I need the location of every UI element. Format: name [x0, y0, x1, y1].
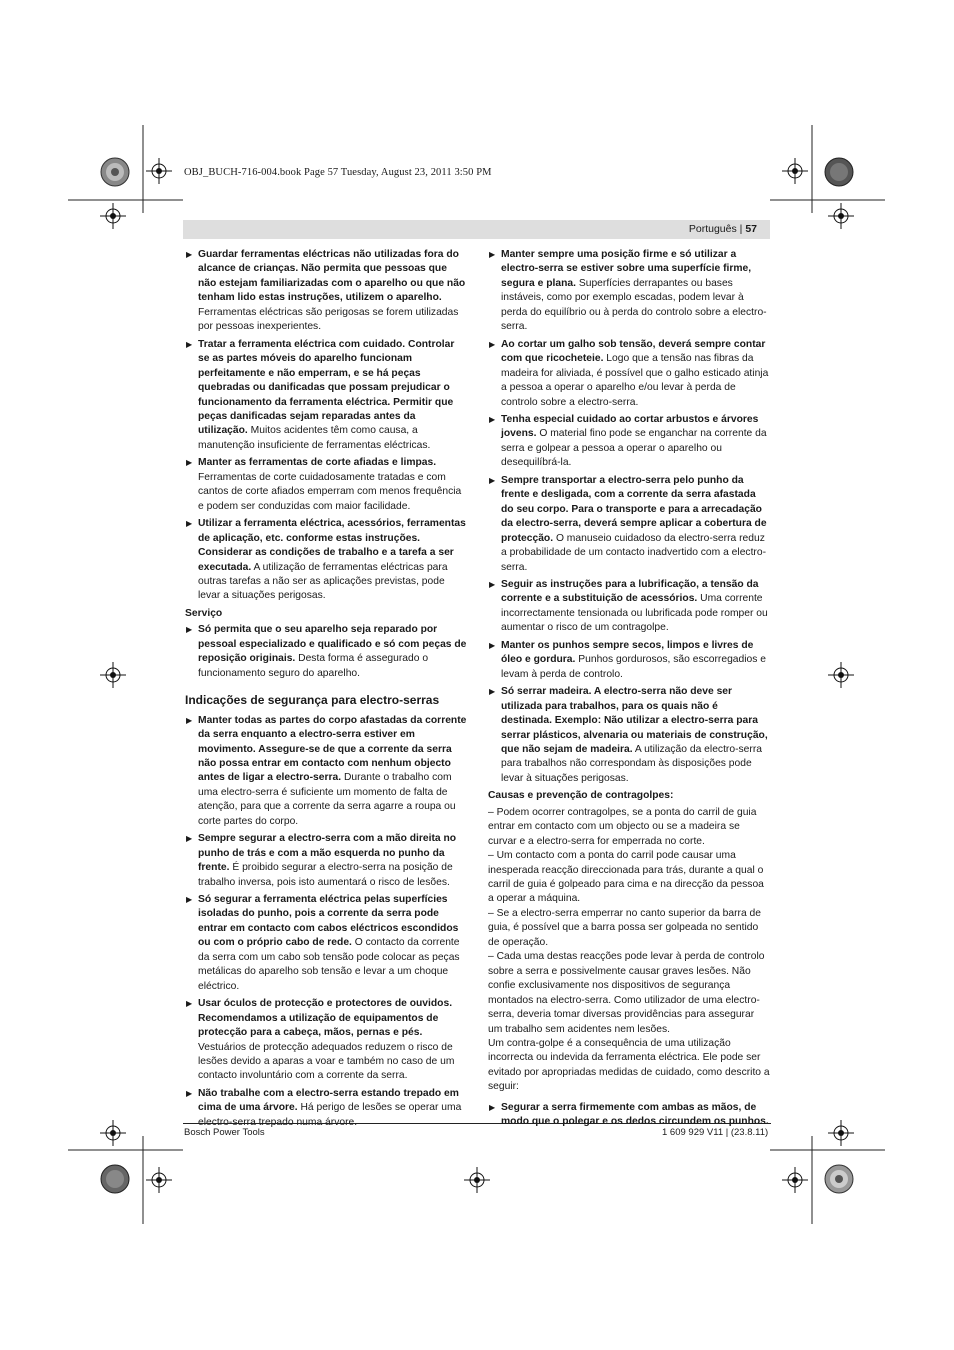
registration-mark-icon [828, 203, 854, 229]
registration-mark-icon [100, 1120, 126, 1146]
safety-item-text: Vestuários de protecção adequados reduzem o risco de lesões devido a aparas a voar e também no caso de um contacto involuntário com a corrente da serra. [198, 1041, 455, 1082]
triangle-bullet-icon: ▶ [186, 715, 193, 725]
safety-item-bold: Manter todas as partes do corpo afastadas da corrente da serra enquanto a electro-serra estiver em movimento. Assegure-se de que a corrente da serra não possa entrar em contacto com nenhum objecto antes de ligar a electro-serra. [198, 714, 467, 784]
print-header: OBJ_BUCH-716-004.book Page 57 Tuesday, August 23, 2011 3:50 PM [184, 167, 492, 178]
triangle-bullet-icon: ▶ [186, 895, 193, 905]
kickback-paragraph: – Cada uma destas reacções pode levar à perda de controlo sobre a serra e possivelmente causar graves lesões. Não confie exclusivamente nos dispositivos de segurança montados na electro-serra. Como utilizador de uma electro-serra, deveria tomar diversas providências para assegurar um trabalho sem acidentes nem lesões. [488, 951, 765, 1035]
right-items-2 [488, 1101, 771, 1130]
safety-item-text: A utilização da electro-serra para trabalhos não correspondam às disposições pode levar à situações perigosas. [501, 743, 762, 784]
triangle-bullet-icon: ▶ [186, 519, 193, 529]
safety-item-text: Ferramentas eléctricas são perigosas se forem utilizadas por pessoas inexperientes. [198, 306, 459, 333]
left-items-2 [185, 714, 467, 1131]
safety-item-bold: Manter as ferramentas de corte afiadas e limpas. [198, 457, 437, 469]
registration-mark-icon [146, 1167, 172, 1193]
safety-item [488, 338, 771, 410]
footer-rule [183, 1123, 771, 1124]
safety-item [185, 248, 467, 335]
triangle-bullet-icon: ▶ [489, 1102, 496, 1112]
safety-item-bold: Tratar a ferramenta eléctrica com cuidado. Controlar se as partes móveis do aparelho funcionam perfeitamente e não emperram, e se há peças quebradas ou danificadas que possam prejudicar o funcionamento da ferramenta eléctrica. Permitir que peças danificadas sejam reparadas antes da utilização. [198, 338, 455, 437]
left-items-1 [185, 248, 467, 604]
triangle-bullet-icon: ▶ [489, 640, 496, 650]
triangle-bullet-icon: ▶ [186, 834, 193, 844]
footer-doc-number: 1 609 929 V11 | (23.8.11) [662, 1127, 769, 1138]
page-language: Português [688, 223, 737, 235]
safety-item-bold: Ao cortar um galho sob tensão, deverá sempre contar com que ricocheteie. [501, 338, 766, 365]
safety-item-bold: Usar óculos de protecção e protectores de ouvidos. Recomendamos a utilização de equipamentos de protecção para a cabeça, mãos, pernas e pés. [198, 998, 453, 1039]
right-column [488, 248, 771, 1133]
triangle-bullet-icon: ▶ [489, 414, 496, 424]
triangle-bullet-icon: ▶ [186, 250, 193, 259]
page-header-bar [183, 220, 770, 239]
triangle-bullet-icon: ▶ [186, 339, 193, 349]
safety-item [185, 832, 467, 890]
page-header [689, 223, 757, 235]
kickback-paragraph: – Podem ocorrer contragolpes, se a ponta do carril de guia entrar em contacto com um objecto ou se a madeira se curvar e a electro-serra for emperrada no corte. [488, 806, 757, 847]
safety-item [488, 413, 771, 471]
registration-mark-icon [100, 203, 126, 229]
safety-item-text: Superfícies derrapantes ou bases instáveis, como por exemplo escadas, podem levar à perda do equilíbrio ou à perda do controlo sobre a electro-serra. [501, 277, 767, 333]
triangle-bullet-icon: ▶ [489, 250, 496, 259]
color-wheel-icon [824, 157, 854, 187]
triangle-bullet-icon: ▶ [186, 458, 193, 468]
safety-item [488, 578, 771, 636]
safety-item-text: Durante o trabalho com uma electro-serra é suficiente um momento de falta de atenção, para que a corrente da serra agarre a roupa ou corte partes do corpo. [198, 772, 456, 827]
safety-item [185, 997, 467, 1084]
color-wheel-icon [824, 1164, 854, 1194]
safety-item-text: O contacto da corrente da serra com um cabo sob tensão pode colocar as peças metálicas do aparelho sob tensão e levar a um choque eléctrico. [198, 937, 460, 992]
safety-item [185, 338, 467, 454]
safety-item-bold: Guardar ferramentas eléctricas não utilizadas fora do alcance de crianças. Não permita que pessoas que não estejam familiarizadas com o aparelho ou que não tenham lido estas instruções, utilizem o aparelho. [198, 249, 466, 304]
color-wheel-icon [100, 1164, 130, 1194]
safety-item-bold: Manter sempre uma posição firme e só utilizar a electro-serra se estiver sobre uma superfície firme, segura e plana. [501, 249, 752, 289]
safety-item-bold: Não trabalhe com a electro-serra estando trepado em cima de uma árvore. [198, 1087, 459, 1114]
page-separator: | [739, 223, 743, 235]
safety-item-text: O manuseio cuidadoso da electro-serra reduz a probabilidade de um contacto inadvertido com a electro-serra. [501, 532, 767, 573]
safety-item-bold: Sempre segurar a electro-serra com a mão direita no punho de trás e com a mão esquerda no punho da frente. [198, 833, 457, 874]
triangle-bullet-icon: ▶ [489, 475, 496, 485]
section-title: Indicações de segurança para electro-serras [185, 693, 440, 708]
triangle-bullet-icon: ▶ [186, 1088, 193, 1098]
safety-item-text: Muitos acidentes têm como causa, a manutenção insuficiente de ferramentas eléctricas. [198, 425, 431, 451]
safety-item-bold: Só segurar a ferramenta eléctrica pelas superfícies isoladas do punho, pois a corrente da serra pode entrar em contacto com cabos eléctricos escondidos ou com o próprio cabo de rede. [198, 894, 459, 949]
safety-item [185, 623, 467, 681]
safety-item-bold: Manter os punhos sempre secos, limpos e livres de óleo e gordura. [501, 639, 754, 666]
safety-item-text: O material fino pode se enganchar na corrente da serra e golpear a pessoa a operar o aparelho ou desequilíbrá-la. [501, 428, 767, 469]
safety-item-text: Uma corrente incorrectamente tensionada ou lubrificada pode romper ou aumentar o risco de um contragolpe. [501, 593, 768, 634]
safety-item-bold: Só permita que o seu aparelho seja reparado por pessoal especializado e qualificado e só com peças de reposição originais. [198, 624, 467, 665]
safety-item-text: A utilização de ferramentas eléctricas para outras tarefas a não ser as aplicações previstas, pode levar a situações perigosas. [198, 561, 448, 602]
triangle-bullet-icon: ▶ [489, 339, 496, 349]
service-heading: Serviço [185, 607, 223, 619]
service-items [185, 623, 467, 681]
registration-mark-icon [828, 662, 854, 688]
left-column [185, 248, 467, 1133]
registration-mark-icon [146, 158, 172, 184]
registration-mark-icon [464, 1167, 490, 1193]
kickback-paragraph: – Se a electro-serra emperrar no canto superior da barra de guia, é possível que a barra possa ser golpeada no sentido de operação. [488, 907, 762, 948]
safety-item-text: É proibido segurar a electro-serra na posição de trabalho inversa, pois isto aumentará o risco de lesões. [198, 862, 453, 888]
page-number: 57 [745, 223, 757, 235]
safety-item [185, 893, 467, 994]
kickback-paragraph: – Um contacto com a ponta do carril pode causar uma inesperada reacção direccionada para trás, durante a qual o carril de guia é golpeado para cima e na direcção da pessoa a operar a máquina. [488, 850, 764, 905]
safety-item [488, 685, 771, 786]
triangle-bullet-icon: ▶ [489, 687, 496, 697]
triangle-bullet-icon: ▶ [186, 999, 193, 1009]
safety-item-bold: Seguir as instruções para a lubrificação, a tensão da corrente e a substituição de acessórios. [501, 578, 759, 605]
safety-item-bold: Só serrar madeira. A electro-serra não deve ser utilizada para trabalhos, para os quais não é destinada. Exemplo: Não utilizar a electro-serra para serrar plásticos, alvenaria ou materiais de construção, que não sejam de madeira. [501, 686, 768, 755]
registration-mark-icon [828, 1120, 854, 1146]
kickback-paragraphs [488, 806, 771, 1095]
footer-publisher: Bosch Power Tools [184, 1127, 265, 1138]
safety-item [488, 639, 771, 682]
safety-item-bold: Utilizar a ferramenta eléctrica, acessórios, ferramentas de aplicação, etc. conforme estas instruções. Considerar as condições de trabalho e a tarefa a ser executada. [198, 518, 466, 573]
safety-item-bold: Tenha especial cuidado ao cortar arbustos e árvores jovens. [501, 413, 759, 440]
safety-item-bold: Sempre transportar a electro-serra pelo punho da frente e desligada, com a corrente da serra afastada do seu corpo. Para o transporte e para a arrecadação da electro-serra, deverá sempre aplicar a cobertura de protecção. [501, 474, 767, 544]
safety-item-text: Logo que a tensão nas fibras da madeira for aliviada, é possível que o galho esticado atinja a pessoa a operar o aparelho e/ou levar à perda de controlo sobre a electro-serra. [501, 353, 769, 408]
safety-item-text: Há perigo de lesões se operar uma electro-serra trepado numa árvore. [198, 1102, 462, 1128]
right-items-1 [488, 248, 771, 786]
safety-item-bold: Segurar a serra firmemente com ambas as mãos, de modo que o polegar e os dedos circundem os punhos. [501, 1101, 769, 1128]
triangle-bullet-icon: ▶ [489, 579, 496, 589]
registration-mark-icon [100, 662, 126, 688]
triangle-bullet-icon: ▶ [186, 625, 193, 635]
safety-item [488, 474, 771, 575]
safety-item [488, 1101, 771, 1130]
safety-item [488, 248, 771, 335]
safety-item [185, 456, 467, 514]
safety-item-text: Punhos gordurosos, são escorregadios e levam à perda de controlo. [501, 654, 766, 680]
kickback-heading: Causas e prevenção de contragolpes: [488, 790, 674, 802]
safety-item-text: Desta forma é assegurado o funcionamento seguro do aparelho. [198, 653, 429, 679]
safety-item [185, 714, 467, 830]
kickback-paragraph: Um contra-golpe é a consequência de uma utilização incorrecta ou indevida da ferramenta eléctrica. Ele pode ser evitado por apropriadas medidas de cuidado, como descrito a seguir: [488, 1038, 770, 1093]
safety-item [185, 517, 467, 604]
registration-mark-icon [782, 1167, 808, 1193]
color-wheel-icon [100, 157, 130, 187]
registration-mark-icon [782, 158, 808, 184]
safety-item-text: Ferramentas de corte cuidadosamente tratadas e com cantos de corte afiados emperram com menos frequência e podem ser conduzidas com maior facilidade. [198, 471, 462, 512]
